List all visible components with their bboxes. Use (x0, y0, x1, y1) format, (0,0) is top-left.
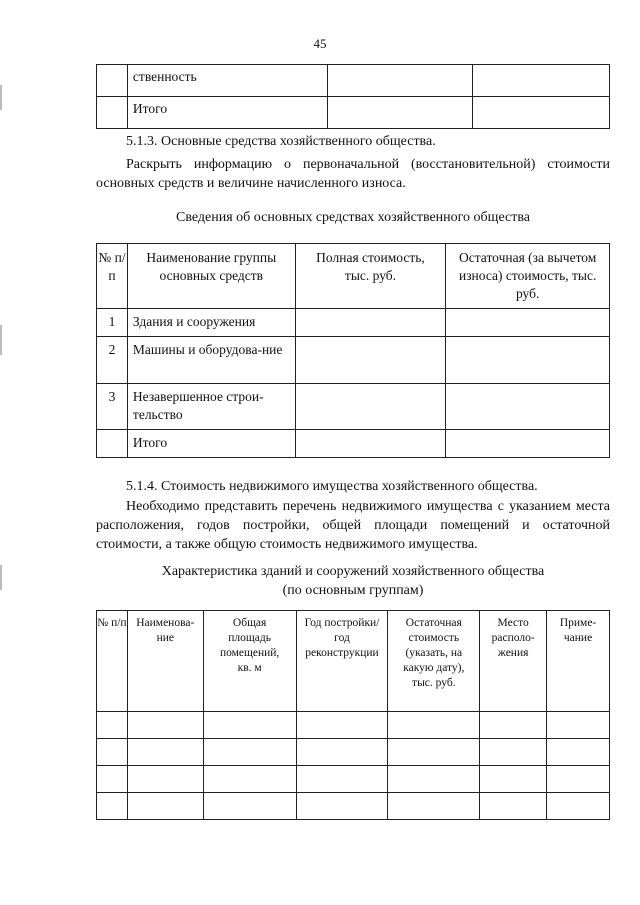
scan-edge-mark (0, 85, 2, 110)
row-number (97, 430, 128, 458)
column-header: Полная стоимость, тыс. руб. (295, 244, 446, 309)
table-row (97, 766, 610, 793)
row-number: 1 (97, 309, 128, 337)
column-header: Приме-чание (547, 611, 610, 712)
table-header-row (97, 611, 610, 712)
table2-title: Характеристика зданий и сооружений хозяйственного общества (161, 564, 545, 579)
scan-edge-mark (0, 565, 2, 590)
section-514-text: Необходимо представить перечень недвижимого имущества с указанием места расположения, годов постройки, общей площади помещений и остаточной стоимости, а также общую стоимость недвижимого имущества. (96, 499, 610, 552)
table-row (97, 384, 610, 430)
row-name: Здания и сооружения (127, 309, 295, 337)
table-row (97, 309, 610, 337)
row-name: Итого (127, 430, 295, 458)
continuation-table (96, 64, 610, 129)
row-name: Машины и оборудова-ние (127, 337, 295, 384)
column-header: Наименова-ние (127, 611, 203, 712)
column-header: Общая площадь помещений, кв. м (203, 611, 296, 712)
column-header: № п/п (97, 611, 128, 712)
table-row (97, 430, 610, 458)
table-row (97, 793, 610, 820)
section-513-text: Раскрыть информацию о первоначальной (восстановительной) стоимости основных средств и величине начисленного износа. (96, 157, 610, 191)
column-header: Год постройки/ год реконструкции (296, 611, 388, 712)
column-header: Остаточная стоимость (указать, на какую дату), тыс. руб. (388, 611, 480, 712)
table-row (97, 337, 610, 384)
table-header-row (97, 244, 610, 309)
buildings-table (96, 610, 610, 820)
column-header: Место располо-жения (480, 611, 547, 712)
table-row (97, 65, 610, 97)
table-row (97, 97, 610, 129)
fixed-assets-table (96, 243, 610, 458)
row-name: Незавершенное строи-тельство (127, 384, 295, 430)
column-header: № п/п (97, 244, 128, 309)
scan-edge-mark (0, 325, 2, 355)
column-header: Остаточная (за вычетом износа) стоимость, тыс. руб. (446, 244, 610, 309)
table-row (97, 739, 610, 766)
page-number: 45 (313, 36, 327, 51)
table2-subtitle: (по основным группам) (282, 583, 424, 598)
row-label: Итого (127, 97, 327, 129)
column-header: Наименование группы основных средств (127, 244, 295, 309)
section-514-heading: 5.1.4. Стоимость недвижимого имущества хозяйственного общества. (126, 479, 538, 494)
table1-title: Сведения об основных средствах хозяйственного общества (176, 210, 530, 225)
row-label: ственность (127, 65, 327, 97)
row-number: 2 (97, 337, 128, 384)
section-513-heading: 5.1.3. Основные средства хозяйственного общества. (126, 134, 436, 149)
row-number: 3 (97, 384, 128, 430)
table-row (97, 712, 610, 739)
